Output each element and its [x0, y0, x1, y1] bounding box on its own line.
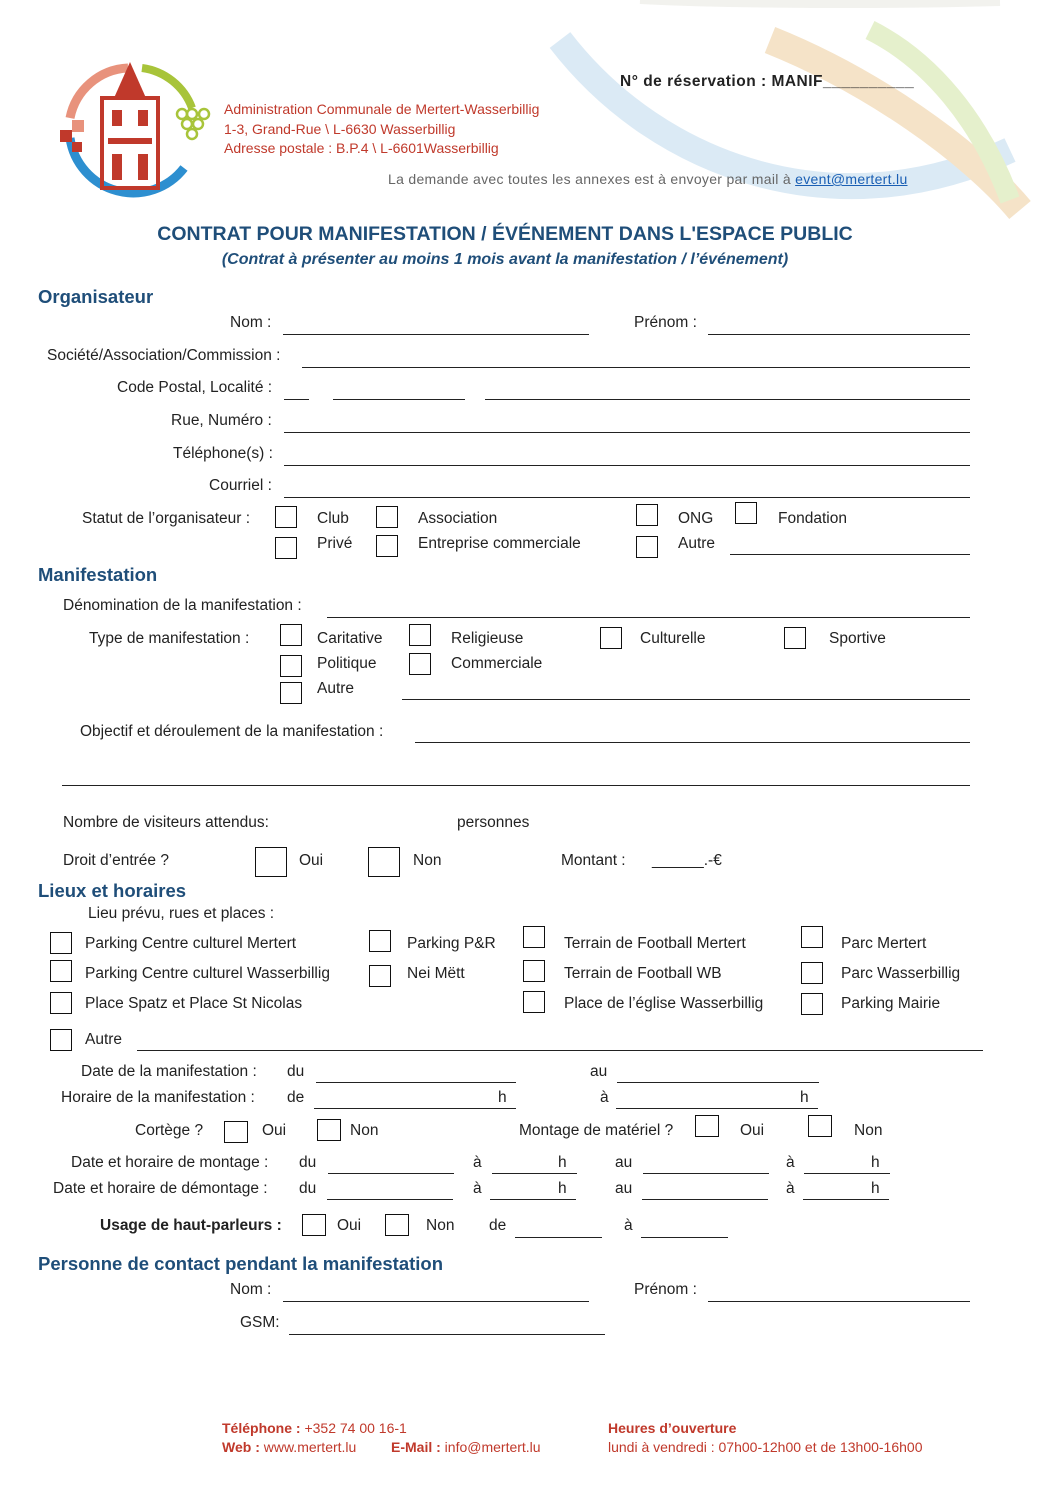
rue-label: Rue, Numéro : [171, 412, 272, 429]
place-autre-field[interactable] [137, 1050, 983, 1051]
date-demontage-du: du [299, 1180, 317, 1197]
societe-field[interactable] [302, 367, 970, 368]
place-nei-mett-label: Nei Mëtt [407, 965, 465, 982]
place-autre-label: Autre [85, 1031, 123, 1048]
droit-oui-checkbox[interactable] [255, 847, 287, 877]
footer-phone [222, 1420, 407, 1436]
form-subtitle: (Contrat à présenter au moins 1 mois avant la manifestation / l’événement) [221, 251, 789, 268]
haut-parleurs-oui-checkbox[interactable] [302, 1214, 326, 1236]
date-demontage-a: à [473, 1180, 482, 1197]
date-demontage-end-time-field[interactable] [803, 1199, 889, 1200]
commune-logo [58, 58, 216, 200]
section-lieux-horaires: Lieux et horaires [38, 880, 187, 901]
contact-nom-field[interactable] [283, 1301, 589, 1302]
place-football-mertert-label: Terrain de Football Mertert [564, 935, 746, 952]
type-politique-checkbox[interactable] [280, 655, 302, 677]
footer-web-label: Web : [222, 1439, 260, 1455]
type-caritative-label: Caritative [317, 630, 383, 647]
date-demontage-end-a: à [786, 1180, 795, 1197]
haut-parleurs-oui-label: Oui [337, 1217, 362, 1234]
footer-hours: lundi à vendredi : 07h00-12h00 et de 13h00-16h00 [608, 1439, 923, 1455]
footer-phone-number: +352 74 00 16-1 [304, 1420, 407, 1436]
place-parking-cc-wasserbillig-label: Parking Centre culturel Wasserbillig [85, 965, 330, 982]
type-politique-label: Politique [317, 655, 377, 672]
footer-email-link[interactable]: info@mertert.lu [444, 1439, 541, 1455]
date-montage-au: au [615, 1154, 633, 1171]
montant-field[interactable]: ______.-€ [652, 852, 722, 869]
date-manif-label: Date de la manifestation : [81, 1063, 257, 1080]
statut-fondation-label: Fondation [778, 510, 847, 527]
lieu-prevu-label: Lieu prévu, rues et places : [88, 905, 275, 922]
locality-field[interactable] [485, 399, 970, 400]
place-spatz-nicolas-checkbox[interactable] [50, 992, 72, 1014]
statut-association-label: Association [418, 510, 498, 527]
telephone-label: Téléphone(s) : [173, 445, 273, 462]
date-demontage-time-field[interactable] [490, 1199, 576, 1200]
date-demontage-h: h [558, 1180, 567, 1197]
horaire-manif-from-field[interactable] [314, 1108, 516, 1109]
section-manifestation: Manifestation [38, 564, 158, 585]
place-eglise-wasserbillig-checkbox[interactable] [523, 991, 545, 1013]
place-nei-mett-checkbox[interactable] [369, 965, 391, 987]
haut-parleurs-to-field[interactable] [641, 1237, 728, 1238]
date-demontage-date-field[interactable] [327, 1199, 453, 1200]
cortege-non-checkbox[interactable] [317, 1119, 341, 1141]
place-spatz-nicolas-label: Place Spatz et Place St Nicolas [85, 995, 303, 1012]
haut-parleurs-non-checkbox[interactable] [385, 1214, 409, 1236]
place-parking-cc-wasserbillig-checkbox[interactable] [50, 960, 72, 982]
haut-parleurs-de: de [489, 1217, 507, 1234]
telephone-field[interactable] [284, 465, 970, 466]
place-eglise-wasserbillig-label: Place de l’église Wasserbillig [564, 995, 764, 1012]
cortege-oui-checkbox[interactable] [224, 1121, 248, 1143]
place-autre-checkbox[interactable] [50, 1029, 72, 1051]
send-instructions [388, 171, 908, 187]
footer-phone-label: Téléphone : [222, 1420, 301, 1436]
type-label: Type de manifestation : [89, 630, 250, 647]
montage-label: Montage de matériel ? [519, 1122, 674, 1139]
haut-parleurs-a: à [624, 1217, 633, 1234]
droit-oui-label: Oui [299, 852, 324, 869]
type-culturelle-label: Culturelle [640, 630, 706, 647]
cortege-non-label: Non [350, 1122, 379, 1139]
type-sportive-checkbox[interactable] [784, 627, 806, 649]
courriel-field[interactable] [284, 497, 970, 498]
postal-code-field[interactable] [333, 399, 465, 400]
haut-parleurs-non-label: Non [426, 1217, 455, 1234]
montage-oui-label: Oui [740, 1122, 765, 1139]
statut-prive-label: Privé [317, 535, 353, 552]
date-montage-end-time-field[interactable] [804, 1173, 890, 1174]
contact-prenom-label: Prénom : [634, 1281, 697, 1298]
type-autre-label: Autre [317, 680, 355, 697]
courriel-label: Courriel : [209, 477, 272, 494]
droit-non-checkbox[interactable] [368, 847, 400, 877]
date-demontage-end-h: h [871, 1180, 880, 1197]
personnes-label: personnes [457, 814, 530, 831]
date-montage-du: du [299, 1154, 317, 1171]
prenom-field[interactable] [708, 334, 970, 335]
objectif-label: Objectif et déroulement de la manifestation : [80, 723, 384, 740]
date-montage-end-a: à [786, 1154, 795, 1171]
haut-parleurs-from-field[interactable] [515, 1237, 602, 1238]
place-parking-pr-checkbox[interactable] [369, 930, 391, 952]
contact-gsm-label: GSM: [240, 1314, 280, 1331]
footer-web-link[interactable]: www.mertert.lu [263, 1439, 357, 1455]
place-parking-mairie-label: Parking Mairie [841, 995, 941, 1012]
objectif-field-line-2[interactable] [62, 785, 970, 786]
type-commerciale-label: Commerciale [451, 655, 543, 672]
type-sportive-label: Sportive [829, 630, 886, 647]
droit-non-label: Non [413, 852, 442, 869]
date-montage-end-date-field[interactable] [643, 1173, 769, 1174]
montage-non-label: Non [854, 1122, 883, 1139]
statut-club-checkbox[interactable] [275, 506, 297, 528]
horaire-manif-de: de [287, 1089, 305, 1106]
date-demontage-end-date-field[interactable] [642, 1199, 768, 1200]
section-contact: Personne de contact pendant la manifestation [38, 1253, 444, 1274]
type-culturelle-checkbox[interactable] [600, 627, 622, 649]
place-football-wb-label: Terrain de Football WB [564, 965, 722, 982]
type-religieuse-checkbox[interactable] [409, 624, 431, 646]
date-montage-label: Date et horaire de montage : [71, 1154, 269, 1171]
denomination-label: Dénomination de la manifestation : [63, 597, 302, 614]
place-football-wb-checkbox[interactable] [523, 960, 545, 982]
date-montage-end-h: h [871, 1154, 880, 1171]
horaire-manif-label: Horaire de la manifestation : [61, 1089, 255, 1106]
statut-ong-checkbox[interactable] [636, 504, 658, 526]
nom-label: Nom : [230, 314, 272, 331]
prenom-label: Prénom : [634, 314, 697, 331]
cortege-label: Cortège ? [135, 1122, 204, 1139]
place-parc-wasserbillig-label: Parc Wasserbillig [841, 965, 961, 982]
haut-parleurs-label: Usage de haut-parleurs : [100, 1217, 282, 1234]
code-postal-label: Code Postal, Localité : [117, 379, 273, 396]
date-manif-du: du [287, 1063, 305, 1080]
footer-hours-label: Heures d’ouverture [608, 1420, 737, 1436]
contact-nom-label: Nom : [230, 1281, 272, 1298]
statut-entreprise-checkbox[interactable] [376, 535, 398, 557]
rue-field[interactable] [284, 432, 970, 433]
objectif-field-line-1[interactable] [415, 742, 970, 743]
org-postal-address: Adresse postale : B.P.4 \ L-6601Wasserbillig [224, 140, 499, 156]
date-montage-date-field[interactable] [328, 1173, 454, 1174]
denomination-field[interactable] [327, 617, 970, 618]
date-manif-au: au [590, 1063, 608, 1080]
montant-label: Montant : [561, 852, 626, 869]
footer-email [391, 1439, 541, 1455]
statut-entreprise-label: Entreprise commerciale [418, 535, 581, 552]
place-parc-mertert-checkbox[interactable] [801, 926, 823, 948]
form-title: CONTRAT POUR MANIFESTATION / ÉVÉNEMENT DANS L'ESPACE PUBLIC [157, 223, 853, 245]
place-parc-mertert-label: Parc Mertert [841, 935, 927, 952]
horaire-manif-to-field[interactable] [616, 1108, 818, 1109]
statut-prive-checkbox[interactable] [275, 537, 297, 559]
place-parking-mairie-checkbox[interactable] [801, 993, 823, 1015]
date-montage-h: h [558, 1154, 567, 1171]
nom-field[interactable] [283, 334, 589, 335]
type-autre-field[interactable] [402, 699, 970, 700]
date-demontage-au: au [615, 1180, 633, 1197]
date-montage-time-field[interactable] [492, 1173, 577, 1174]
horaire-manif-from-h: h [498, 1089, 507, 1106]
footer-email-label: E-Mail : [391, 1439, 441, 1455]
footer-web [222, 1439, 356, 1455]
org-address: 1-3, Grand-Rue \ L-6630 Wasserbillig [224, 121, 456, 137]
statut-label: Statut de l’organisateur : [82, 510, 251, 527]
background-swoosh-graphic [540, 0, 1058, 230]
type-caritative-checkbox[interactable] [280, 624, 302, 646]
date-manif-from-field[interactable] [316, 1082, 516, 1083]
place-parc-wasserbillig-checkbox[interactable] [801, 962, 823, 984]
montage-non-checkbox[interactable] [808, 1115, 832, 1137]
droit-entree-label: Droit d’entrée ? [63, 852, 169, 869]
place-football-mertert-checkbox[interactable] [523, 926, 545, 948]
place-parking-cc-mertert-label: Parking Centre culturel Mertert [85, 935, 297, 952]
send-note: La demande avec toutes les annexes est à envoyer par mail à [388, 171, 791, 187]
section-organisateur: Organisateur [38, 286, 154, 307]
cortege-oui-label: Oui [262, 1122, 287, 1139]
date-montage-a: à [473, 1154, 482, 1171]
org-name: Administration Communale de Mertert-Wasserbillig [224, 101, 540, 117]
type-religieuse-label: Religieuse [451, 630, 524, 647]
contact-gsm-field[interactable] [289, 1334, 605, 1335]
statut-club-label: Club [317, 510, 349, 527]
statut-association-checkbox[interactable] [376, 506, 398, 528]
date-manif-to-field[interactable] [617, 1082, 819, 1083]
societe-label: Société/Association/Commission : [47, 347, 281, 364]
statut-autre-checkbox[interactable] [636, 536, 658, 558]
reservation-number: N° de réservation : MANIF__________ [620, 73, 915, 90]
date-demontage-label: Date et horaire de démontage : [53, 1180, 268, 1197]
type-autre-checkbox[interactable] [280, 682, 302, 704]
send-email-link[interactable]: event@mertert.lu [795, 171, 908, 187]
country-code-field[interactable] [284, 399, 309, 400]
type-commerciale-checkbox[interactable] [409, 653, 431, 675]
statut-fondation-checkbox[interactable] [735, 502, 757, 524]
horaire-manif-to-h: h [800, 1089, 809, 1106]
statut-autre-label: Autre [678, 535, 716, 552]
statut-ong-label: ONG [678, 510, 714, 527]
contact-prenom-field[interactable] [708, 1301, 970, 1302]
horaire-manif-a: à [600, 1089, 609, 1106]
statut-autre-field[interactable] [730, 554, 970, 555]
montage-oui-checkbox[interactable] [695, 1115, 719, 1137]
place-parking-cc-mertert-checkbox[interactable] [50, 932, 72, 954]
visiteurs-label: Nombre de visiteurs attendus: [63, 814, 269, 831]
place-parking-pr-label: Parking P&R [407, 935, 496, 952]
